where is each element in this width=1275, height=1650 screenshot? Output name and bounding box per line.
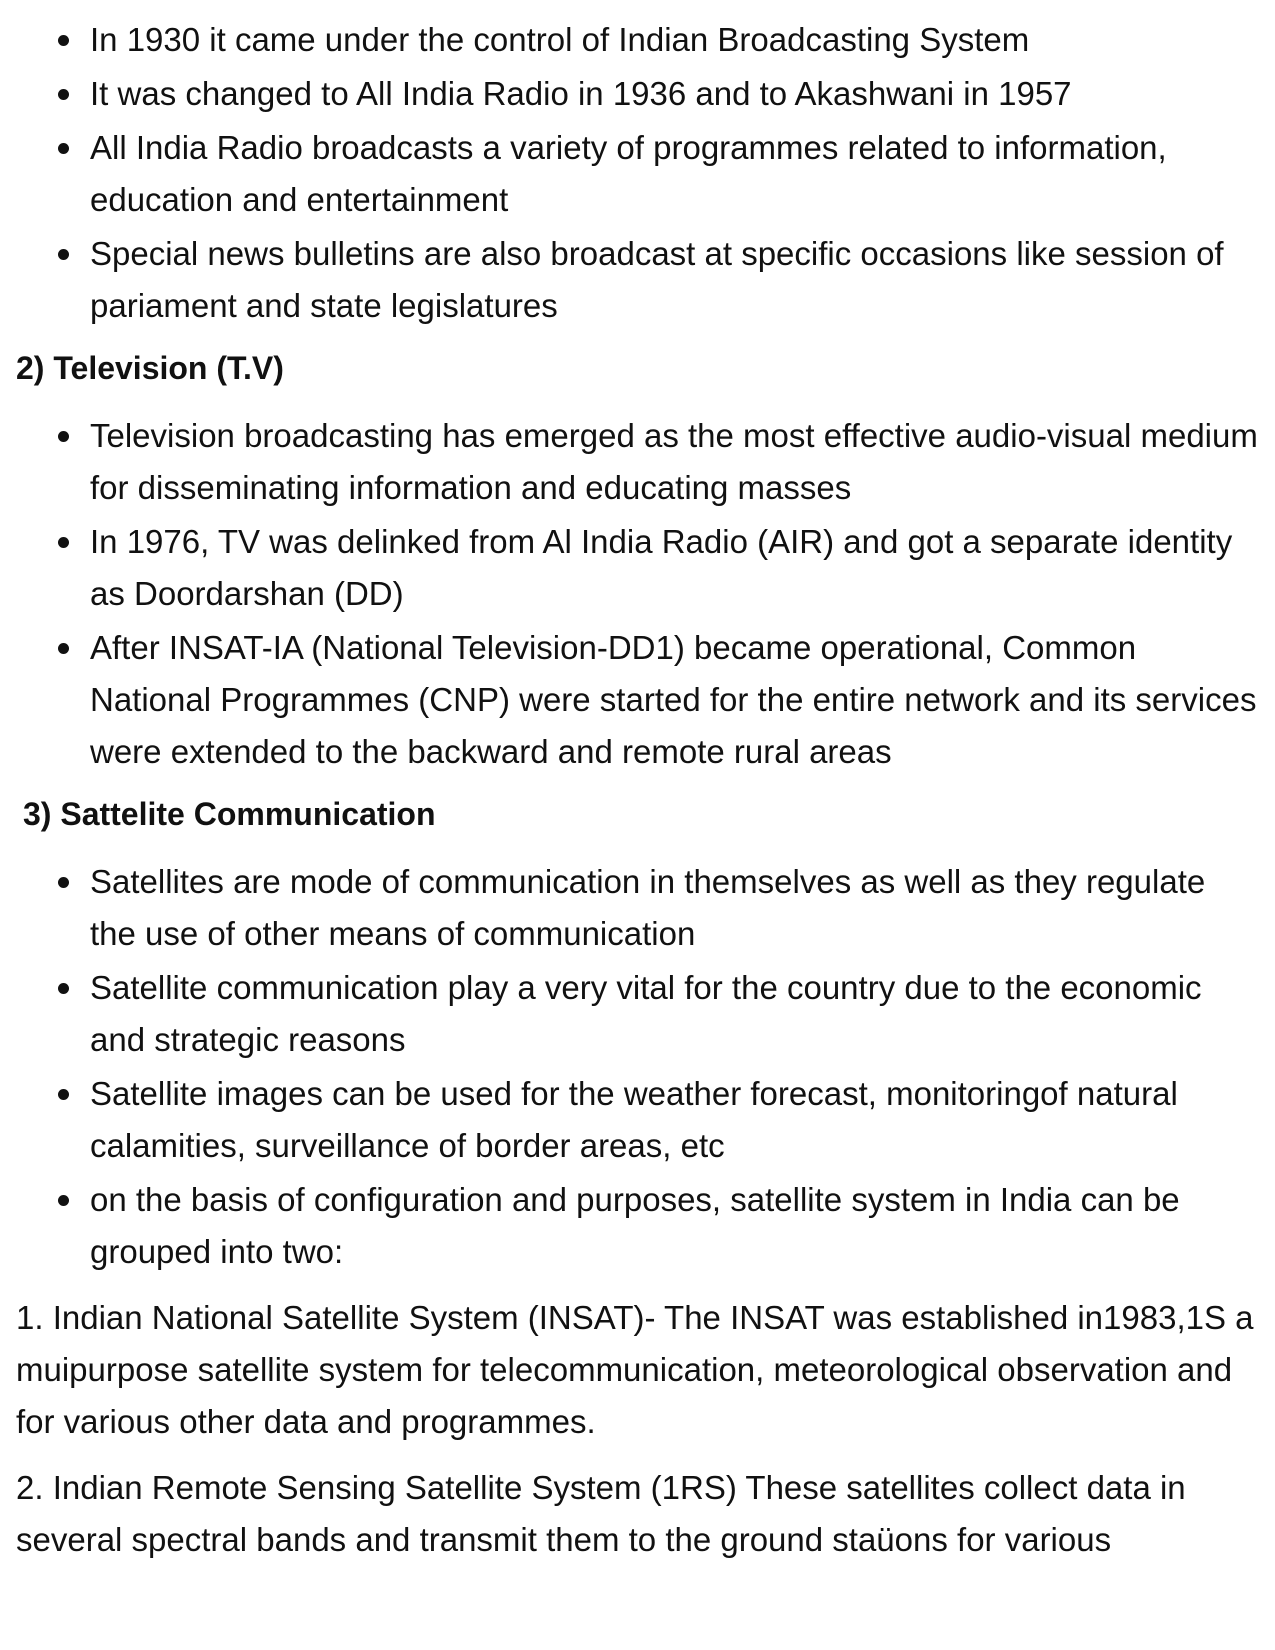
television-heading: 2) Television (T.V)	[16, 350, 284, 386]
list-item	[90, 68, 1260, 120]
list-item	[90, 622, 1260, 778]
list-item	[90, 410, 1260, 514]
list-item	[90, 1174, 1260, 1278]
list-item-text: In 1976, TV was delinked from Al India Radio (AIR) and got a separate identity as Doordarshan (DD)	[90, 523, 1233, 612]
list-item-text: Satellites are mode of communication in themselves as well as they regulate the use of other means of communication	[90, 863, 1206, 952]
bullet-icon	[58, 431, 69, 442]
radio-bullet-list	[16, 14, 1260, 332]
list-item-text: In 1930 it came under the control of Indian Broadcasting System	[90, 21, 1030, 58]
bullet-icon	[58, 1195, 69, 1206]
list-item-text: on the basis of configuration and purposes, satellite system in India can be grouped into two:	[90, 1181, 1180, 1270]
bullet-icon	[58, 537, 69, 548]
list-item-text: Special news bulletins are also broadcast at specific occasions like session of pariament and state legislatures	[90, 235, 1224, 324]
bullet-icon	[58, 643, 69, 654]
bullet-icon	[58, 89, 69, 100]
list-item-text: Satellite images can be used for the weather forecast, monitoringof natural calamities, surveillance of border areas, etc	[90, 1075, 1178, 1164]
list-item-text: It was changed to All India Radio in 1936 and to Akashwani in 1957	[90, 75, 1072, 112]
irs-paragraph: 2. Indian Remote Sensing Satellite System (1RS) These satellites collect data in several spectral bands and transmit them to the ground staüons for various	[16, 1469, 1186, 1558]
satellite-bullet-list	[16, 856, 1260, 1278]
bullet-icon	[58, 35, 69, 46]
list-item-text: Satellite communication play a very vital for the country due to the economic and strategic reasons	[90, 969, 1202, 1058]
television-bullet-list	[16, 410, 1260, 778]
list-item	[90, 962, 1260, 1066]
insat-paragraph: 1. Indian National Satellite System (INSAT)- The INSAT was established in1983,1S a muipurpose satellite system for telecommunication, meteorological observation and for various other data and programmes.	[16, 1299, 1254, 1440]
bullet-icon	[58, 983, 69, 994]
satellite-heading: 3) Sattelite Communication	[23, 796, 436, 832]
list-item	[90, 1068, 1260, 1172]
list-item	[90, 516, 1260, 620]
bullet-icon	[58, 249, 69, 260]
list-item-text: Television broadcasting has emerged as the most effective audio-visual medium for disseminating information and educating masses	[90, 417, 1258, 506]
bullet-icon	[58, 877, 69, 888]
bullet-icon	[58, 143, 69, 154]
list-item	[90, 14, 1260, 66]
list-item-text: After INSAT-IA (National Television-DD1) became operational, Common National Programmes (CNP) were started for the entire network and its services were extended to the backward and remote rural areas	[90, 629, 1257, 770]
list-item-text: All India Radio broadcasts a variety of programmes related to information, education and entertainment	[90, 129, 1167, 218]
list-item	[90, 122, 1260, 226]
list-item	[90, 228, 1260, 332]
bullet-icon	[58, 1089, 69, 1100]
list-item	[90, 856, 1260, 960]
